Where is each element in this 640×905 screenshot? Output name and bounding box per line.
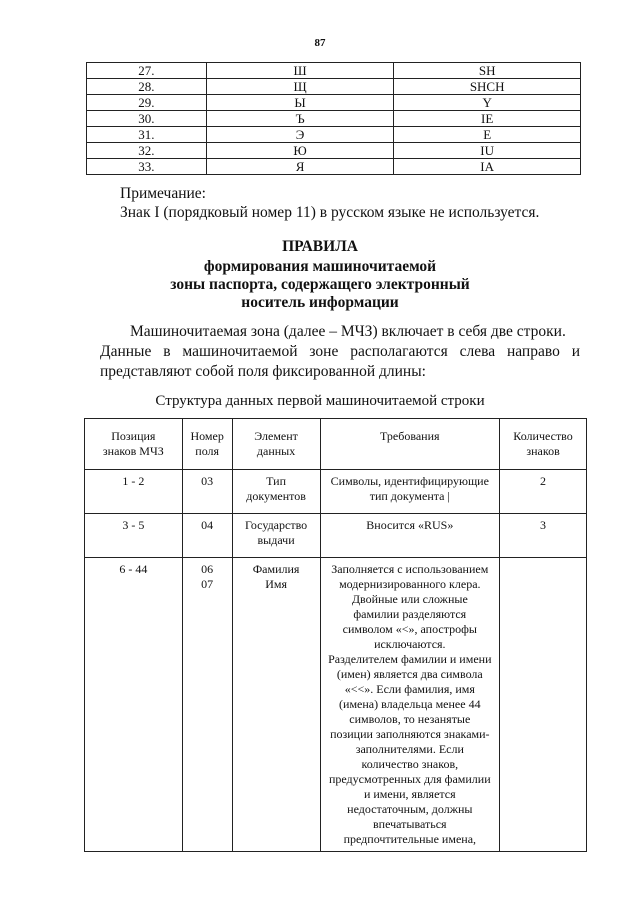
translit-cell-lat: IA [394,159,581,175]
page-number: 87 [314,37,326,49]
cell-field-line: 07 [201,577,214,591]
cell-requirements-line: (имена) владельца менее 44 [339,697,481,711]
cell-field [182,470,232,514]
header-position-line-2: знаков МЧЗ [102,444,164,458]
cell-requirements-line: исключаются. [374,637,446,651]
translit-cell-num: 30. [87,111,207,127]
cell-element-line: выдачи [257,533,295,547]
header-field-line-1: Номер [190,429,224,443]
header-requirements-line-1: Требования [380,429,440,443]
translit-row [87,63,581,79]
table-row [85,470,587,514]
cell-requirements-line: фамилии разделяются [353,607,467,621]
header-position [85,419,183,470]
cell-element-line: Государство [244,518,308,532]
translit-row [87,143,581,159]
intro-line-3: представляют собой поля фиксированной длины: [100,363,426,380]
cell-requirements-line: впечатываться [373,817,447,831]
translit-cell-lat: E [394,127,581,143]
table-header-row [85,419,587,470]
cell-requirements-line: символом «<», апострофы [342,622,477,636]
translit-cell-num: 31. [87,127,207,143]
cell-requirements-line: позиции заполняются знаками- [330,727,490,741]
translit-cell-lat: Y [394,95,581,111]
cell-position: 6 - 44 [85,558,183,852]
translit-row [87,79,581,95]
cell-element-line: Фамилия [252,562,300,576]
header-field-number [182,419,232,470]
cell-requirements-line: предпочтительные имена, [343,832,477,846]
cell-requirements [320,514,500,558]
translit-row [87,95,581,111]
intro-line-2: Данные в машиночитаемой зоне располагаются слева направо и [100,343,580,360]
cell-element-line: документов [246,489,306,503]
cell-field-line: 04 [201,518,214,532]
cell-requirements-line: заполнителями. Если [355,742,464,756]
cell-position: 1 - 2 [85,470,183,514]
mrz-structure-table [84,418,587,852]
cell-requirements-line: предусмотренных для фамилии [328,772,491,786]
cell-count: 3 [500,514,587,558]
translit-cell-cyr: Щ [206,79,394,95]
translit-cell-num: 33. [87,159,207,175]
cell-requirements-line: Заполняется с использованием [331,562,489,576]
intro-line-1: Машиночитаемая зона (далее – МЧЗ) включает в себя две строки. [130,323,566,340]
cell-requirements-line: Символы, идентифицирующие [330,474,489,488]
cell-requirements-line: Разделителем фамилии и имени [328,652,492,666]
note-text: Знак I (порядковый номер 11) в русском языке не используется. [120,204,540,221]
translit-cell-lat: SHCH [394,79,581,95]
cell-element [232,558,320,852]
cell-requirements-line: количество знаков, [361,757,459,771]
translit-cell-cyr: Я [206,159,394,175]
translit-cell-num: 32. [87,143,207,159]
cell-requirements-line: модернизированного клера. [339,577,481,591]
header-count [500,419,587,470]
cell-count [500,558,587,852]
translit-cell-num: 28. [87,79,207,95]
header-requirements [320,419,500,470]
cell-requirements-line: и имени, является [363,787,456,801]
header-element-line-2: данных [256,444,296,458]
translit-row [87,127,581,143]
intro-paragraph [100,322,580,382]
cell-field [182,558,232,852]
cell-field-line: 06 [201,562,214,576]
cell-field-line: 03 [201,474,214,488]
cell-requirements-line: тип документа | [369,489,450,503]
header-element-line-1: Элемент [254,429,298,443]
heading-line-1: ПРАВИЛА [282,238,358,255]
cell-requirements-line: Вносится «RUS» [366,518,454,532]
cell-requirements-line: недостаточным, должны [347,802,473,816]
translit-row [87,159,581,175]
cell-requirements [320,470,500,514]
header-position-line-1: Позиция [111,429,156,443]
heading-line-3: зоны паспорта, содержащего электронный [170,276,470,293]
cell-element [232,470,320,514]
cell-count: 2 [500,470,587,514]
translit-row [87,111,581,127]
transliteration-table [86,62,581,175]
header-count-line-1: Количество [513,429,573,443]
translit-cell-lat: SH [394,63,581,79]
cell-field [182,514,232,558]
cell-requirements [320,558,500,852]
translit-cell-lat: IE [394,111,581,127]
heading-line-2: формирования машиночитаемой [203,258,437,275]
header-count-line-2: знаков [526,444,560,458]
table-caption: Структура данных первой машиночитаемой строки [155,393,485,409]
cell-element-line: Тип [266,474,287,488]
translit-cell-cyr: Ю [206,143,394,159]
translit-cell-cyr: Ъ [206,111,394,127]
translit-cell-cyr: Ш [206,63,394,79]
cell-requirements-line: символов, то незанятые [349,712,471,726]
translit-cell-num: 27. [87,63,207,79]
note-title: Примечание: [120,185,206,202]
cell-requirements-line: (имен) является два символа [336,667,483,681]
cell-position: 3 - 5 [85,514,183,558]
table-row [85,514,587,558]
heading-line-4: носитель информации [241,294,399,311]
translit-cell-num: 29. [87,95,207,111]
translit-cell-cyr: Э [206,127,394,143]
header-field-line-2: поля [195,444,220,458]
translit-cell-cyr: Ы [206,95,394,111]
cell-requirements-line: «<<». Если фамилия, имя [344,682,475,696]
translit-cell-lat: IU [394,143,581,159]
cell-element [232,514,320,558]
header-element [232,419,320,470]
table-row [85,558,587,852]
cell-element-line: Имя [265,577,287,591]
cell-requirements-line: Двойные или сложные [351,592,468,606]
